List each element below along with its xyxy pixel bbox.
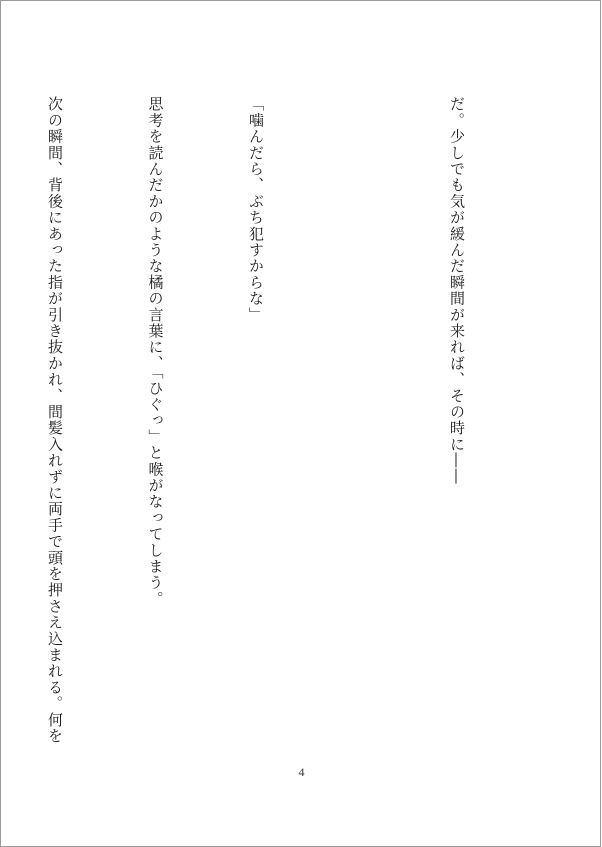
text-line-4: 次の瞬間、背後にあった指が引き抜かれ、間髪入れずに両手で頭を押さえ込まれる。何を	[46, 96, 64, 744]
text-line-3: 思考を読んだかのような橘の言葉に、「ひぐっ」と喉がなってしまう。	[146, 96, 165, 607]
text-line-2: 「噛んだら、ぶち犯すからな」	[247, 96, 265, 323]
vertical-text-body	[46, 96, 540, 766]
text-line-1: だ。少しでも気が緩んだ瞬間が来れば、その時に――	[448, 96, 466, 485]
page-number: 4	[298, 765, 305, 779]
blank-line	[339, 96, 373, 766]
